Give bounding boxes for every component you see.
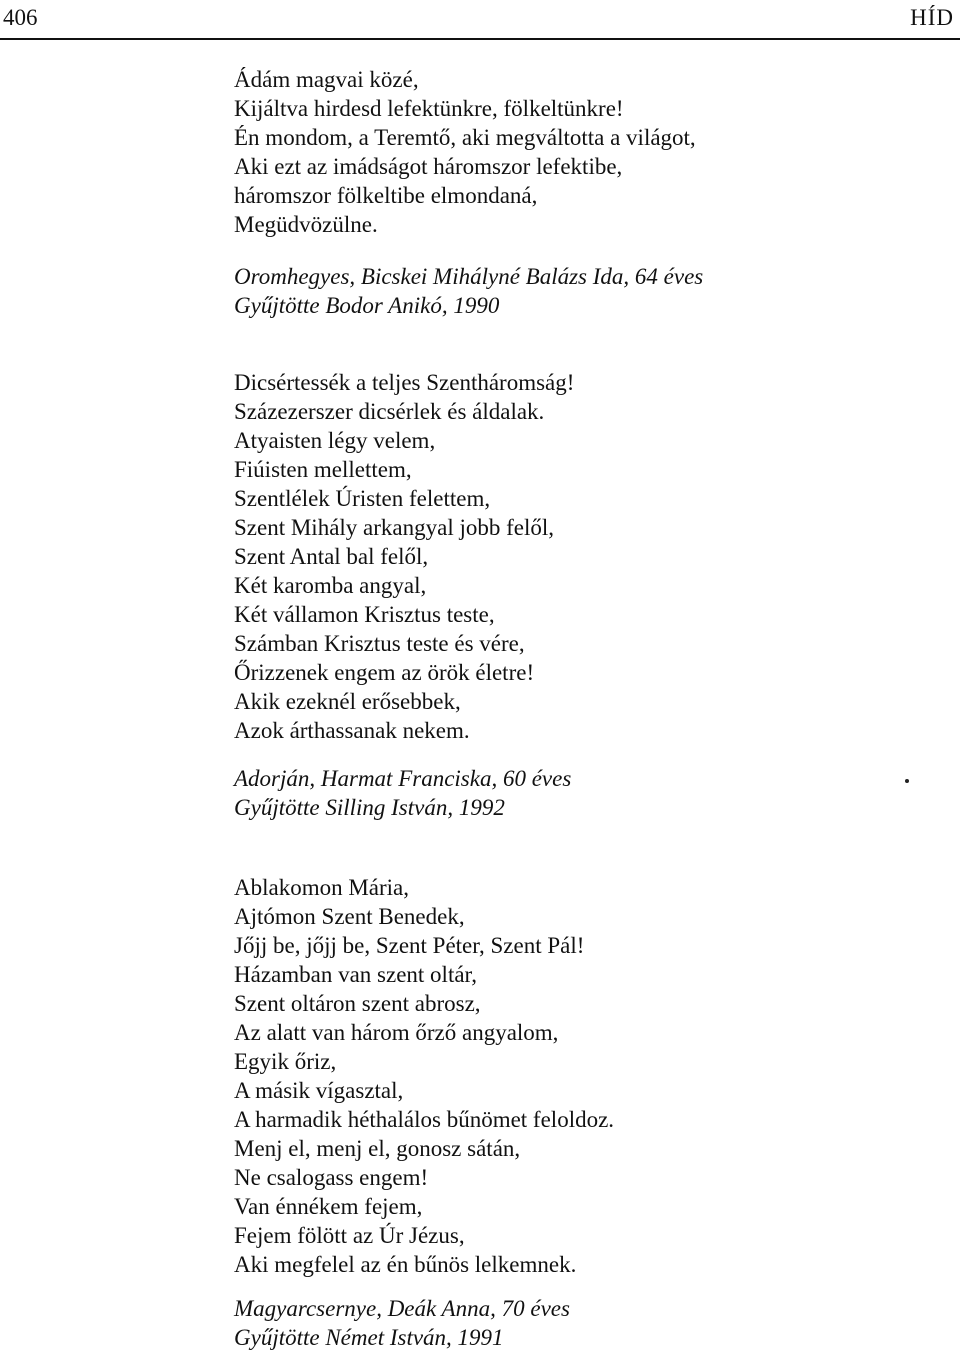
verse-line: Fiúisten mellettem, <box>234 457 412 482</box>
prayer-1-source <box>234 262 934 320</box>
verse-line: Számban Krisztus teste és vére, <box>234 631 525 656</box>
verse-line: Két karomba angyal, <box>234 573 427 598</box>
page-header <box>0 0 960 40</box>
source-informant: Oromhegyes, Bicskei Mihályné Balázs Ida, 64 éves <box>234 264 704 289</box>
verse-line: Ablakomon Mária, <box>234 875 410 900</box>
verse-line: Az alatt van három őrző angyalom, <box>234 1020 559 1045</box>
verse-line: Egyik őriz, <box>234 1049 337 1074</box>
verse-line: Aki megfelel az én bűnös lelkemnek. <box>234 1252 577 1277</box>
verse-line: Százezerszer dicsérlek és áldalak. <box>234 399 545 424</box>
source-collector: Gyűjtötte Silling István, 1992 <box>234 795 505 820</box>
source-informant: Adorján, Harmat Franciska, 60 éves <box>234 766 572 791</box>
verse-line: Aki ezt az imádságot háromszor lefektibe, <box>234 154 623 179</box>
prayer-2-verse <box>234 368 934 745</box>
verse-line: Szentlélek Úristen felettem, <box>234 486 491 511</box>
verse-line: Akik ezeknél erősebbek, <box>234 689 461 714</box>
verse-line: Ádám magvai közé, <box>234 67 419 92</box>
verse-line: Azok árthassanak nekem. <box>234 718 470 743</box>
prayer-1-verse <box>234 65 934 239</box>
source-informant: Magyarcsernye, Deák Anna, 70 éves <box>234 1296 570 1321</box>
header-rule <box>0 38 960 40</box>
print-speck <box>905 779 909 783</box>
verse-line: Én mondom, a Teremtő, aki megváltotta a világot, <box>234 125 696 150</box>
verse-line: háromszor fölkeltibe elmondaná, <box>234 183 538 208</box>
verse-line: Fejem fölött az Úr Jézus, <box>234 1223 465 1248</box>
verse-line: Szent Mihály arkangyal jobb felől, <box>234 515 555 540</box>
verse-line: Őrizzenek engem az örök életre! <box>234 660 535 685</box>
verse-line: A másik vígasztal, <box>234 1078 404 1103</box>
prayer-2-source <box>234 764 934 822</box>
source-collector: Gyűjtötte Bodor Anikó, 1990 <box>234 293 500 318</box>
page-number: 406 <box>3 5 38 30</box>
verse-line: Szent oltáron szent abrosz, <box>234 991 481 1016</box>
prayer-3-source <box>234 1294 934 1352</box>
verse-line: Két vállamon Krisztus teste, <box>234 602 495 627</box>
verse-line: Megüdvözülne. <box>234 212 378 237</box>
source-collector: Gyűjtötte Német István, 1991 <box>234 1325 504 1350</box>
verse-line: Menj el, menj el, gonosz sátán, <box>234 1136 521 1161</box>
verse-line: Dicsértessék a teljes Szentháromság! <box>234 370 575 395</box>
verse-line: Jőjj be, jőjj be, Szent Péter, Szent Pál! <box>234 933 585 958</box>
verse-line: A harmadik héthalálos bűnömet feloldoz. <box>234 1107 615 1132</box>
prayer-3-verse <box>234 873 934 1279</box>
verse-line: Szent Antal bal felől, <box>234 544 429 569</box>
verse-line: Ne csalogass engem! <box>234 1165 429 1190</box>
verse-line: Van énnékem fejem, <box>234 1194 423 1219</box>
journal-name: HÍD <box>910 5 954 30</box>
verse-line: Házamban van szent oltár, <box>234 962 478 987</box>
verse-line: Ajtómon Szent Benedek, <box>234 904 465 929</box>
verse-line: Atyaisten légy velem, <box>234 428 436 453</box>
verse-line: Kijáltva hirdesd lefektünkre, fölkeltünkre! <box>234 96 624 121</box>
